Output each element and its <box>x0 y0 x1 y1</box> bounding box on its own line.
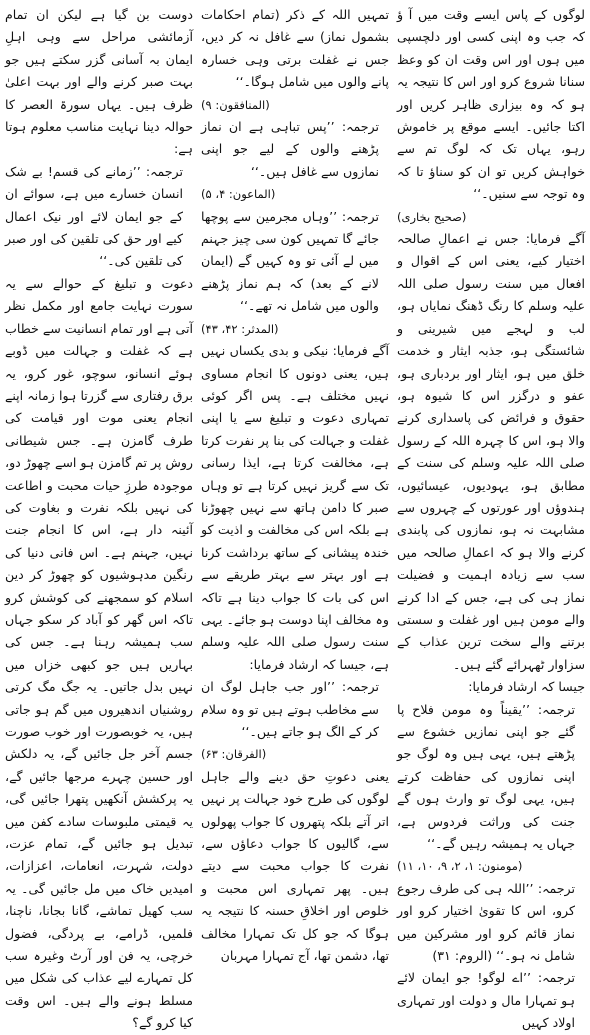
paragraph: یعنی دعوتِ حق دینے والے جاہل لوگوں کی طرح خود جہالت پر نہیں اتر آتے بلکہ پتھروں کا جواب پھولوں سے، گالیوں کا جواب دعاؤں سے، نفرت کا جواب محبت سے دیتے ہیں۔ پھر تمہاری اس محبت و خلوص اور اخلاقِ حسنہ کا نتیجہ یہ ہوگا کہ جو کل تک تمہارا مخالف تھا، دشمن تھا، آج تمہارا مہربان <box>201 768 389 964</box>
quote: ترجمہ: ’’اے لوگو! جو ایمان لائے ہو تمہارا مال و دولت اور تمہاری اولاد کہیں <box>397 970 575 1031</box>
quote: ترجمہ: ’’وہاں مجرمین سے پوچھا جائے گا تمہیں کون سی چیز جہنم میں لے آئی تو وہ کہیں گے (ایمان لانے کے بعد) کہ ہم نماز پڑھنے والوں میں شامل نہ تھے۔‘‘ <box>201 208 379 314</box>
reference: (الماعون: ۴، ۵) <box>201 187 276 202</box>
paragraph: دوست بن گیا ہے لیکن ان تمام آزمائشی مراحل سے وہی اہلِ ایمان بہ آسانی گزر سکتے ہیں جو بہت صبر کرنے والے اور بہت اعلیٰ ظرف ہیں۔ یہاں سورۃ العصر کا حوالہ دینا نہایت مناسب معلوم ہوتا ہے: <box>5 7 193 157</box>
quote: ترجمہ: ’’اللہ ہی کی طرف رجوع کرو، اس کا تقویٰ اختیار کرو اور نماز قائم کرو اور مشرکین میں شامل نہ ہو۔‘‘ (الروم: ۳۱) <box>397 880 575 964</box>
reference: (مومنون: ۱، ۲، ۹، ۱۰، ۱۱) <box>397 859 523 874</box>
quote: ترجمہ: ’’یقیناً وہ مومن فلاح پا گئے جو اپنی نمازیں خشوع سے پڑھتے ہیں، یہی ہیں وہ لوگ جو اپنی نمازوں کی حفاظت کرتے ہیں، یہی لوگ تو وارث ہوں گے جنت کی وراثت فردوس ہے، جہاں یہ ہمیشہ رہیں گے۔‘‘ <box>397 701 575 852</box>
reference: (الفرقان: ۶۳) <box>201 747 267 762</box>
reference: (المنافقون: ۹) <box>201 97 270 112</box>
quote: ترجمہ: ’’اور جب جاہل لوگ ان سے مخاطب ہوتے ہیں تو وہ سلام کر کے الگ ہو جاتے ہیں۔‘‘ <box>201 679 379 739</box>
paragraph: لوگوں کے پاس ایسے وقت میں آ ؤ کہ جب وہ اپنی کسی اور دلچسپی میں ہوں اور اس وقت ان کو وعظ سنانا شروع کرو اور اس کا نتیجہ یہ ہو کہ وہ بیزاری ظاہر کریں اور اکتا جائیں۔ ایسے موقع پر خاموش رہو، یہاں تک کہ لوگ تم سے خواہش کریں تو ان کو سناؤ تا کہ وہ توجہ سے سنیں۔‘‘ <box>397 7 585 202</box>
reference: (صحیح بخاری) <box>397 209 467 224</box>
column-right <box>397 4 585 1031</box>
reference: (المدثر: ۴۲، ۴۳) <box>201 321 279 336</box>
paragraph: آگے فرمایا: نیکی و بدی یکساں نہیں ہیں، یعنی دونوں کا انجام مساوی نہیں مختلف ہے۔ پس اگر کوئی تمہاری دعوت و تبلیغ سے یا اپنی غفلت و جہالت کی بنا پر نفرت کرتا ہے، مخالفت کرتا ہے، ایذا رسانی تک سے گریز نہیں کرتا ہے تو وہاں صبر کا دامن ہاتھ سے نہیں چھوڑنا ہے بلکہ اس کی مخالفت و اذیت کو خندہ پیشانی کے ساتھ برداشت کرنا ہے اور بہتر سے بہتر طریقے سے اس کی بات کا جواب دینا ہے تاکہ وہ مخالف اپنا دوست ہو جائے۔ یہی سنت رسول صلی اللہ علیہ وسلم ہے، جیسا کہ ارشاد فرمایا: <box>201 343 389 672</box>
quote: ترجمہ: ’’پس تباہی ہے ان نماز پڑھنے والوں کے لیے جو اپنی نمازوں سے غافل ہیں۔‘‘ <box>201 119 379 179</box>
paragraph: جیسا کہ ارشاد فرمایا: <box>468 679 585 695</box>
paragraph: تمہیں اللہ کے ذکر (تمام احکامات بشمول نماز) سے غافل نہ کر دیں، جس نے غفلت برتی وہی خسارہ پانے والوں میں شامل ہوگا۔‘‘ <box>201 7 389 90</box>
column-left <box>5 4 193 1031</box>
column-middle <box>201 4 389 964</box>
paragraph: آگے فرمایا: جس نے اعمالِ صالحہ اختیار کیے، یعنی اس کے اقوال و افعال میں سنت رسول صلی اللہ علیہ وسلم کا رنگ ڈھنگ نمایاں ہو، لب و لہجے میں شیرینی و شائستگی ہو، جذبہ ایثار و خدمت خلق میں ہو، ایثار اور بردباری ہو، عفو و درگزر اس کا شیوہ ہو، حقوق و فرائض کی پاسداری کرنے والا ہو، اس کا چہرہ اللہ کے رسول صلی اللہ علیہ وسلم کی سنت کے مطابق ہو، یہودیوں، عیسائیوں، ہندوؤں اور عورتوں کے چہروں سے مشابہت نہ ہو، نمازوں کی پابندی کرنے والا ہو کہ اعمالِ صالحہ میں سب سے زیادہ اہمیت و فضیلت نماز ہی کی ہے، جس کے ادا کرنے والے مومن ہیں اور غفلت و سستی برتنے والے سخت ترین عذاب کے سزاوار ٹھہرائے گئے ہیں۔ <box>397 231 585 672</box>
paragraph: دعوت و تبلیغ کے حوالے سے یہ سورت نہایت جامع اور مکمل نظر آتی ہے اور تمام انسانیت سے خطاب ہے کہ غفلت و جہالت میں ڈوبے ہوئے انسانو، سوچو، غور کرو، یہ برق رفتاری سے گزرتا ہوا زمانہ اپنے انجام یعنی موت اور قیامت کی طرف گامزن ہے۔ جس شیطانی روش پر تم گامزن ہو اسے چھوڑ دو، موجودہ طرزِ حیات محبت و اطاعت کی نہیں بلکہ نفرت و بغاوت کی آئینہ دار ہے، اس کا انجام جنت نہیں، جہنم ہے۔ اس فانی دنیا کی رنگین مدہوشیوں کو چھوڑ کر دین اسلام کو سمجھنے کی کوشش کرو تاکہ اس گھر کو آباد کر سکو جہاں سب ہمیشہ رہنا ہے۔ جس کی بہاریں ہیں جو کبھی خزاں میں نہیں بدل جاتیں۔ یہ جگ مگ کرتی روشنیاں اندھیروں میں گم ہو جاتی ہیں، یہ خوبصورت اور خوب صورت جسم آخر جل جائیں گے، یہ دلکش اور حسین چہرے مرجھا جائیں گے، یہ پرکشش آنکھیں پتھرا جائیں گی، یہ قیمتی ملبوسات سادے کفن میں تبدیل ہو جائیں گے، تمام عزت، دولت، شہرت، انعامات، اعزازات، امیدیں خاک میں مل جائیں گی۔ یہ سب کھیل تماشے، گانا بجانا، ناچنا، فلمیں، ڈرامے، بے پردگی، فضول خرچی، یہ فن اور آرٹ وغیرہ سب کل تمہارے لیے عذاب کی شکل میں مسلط ہونے والے ہیں۔ اس وقت کیا کرو گے؟ <box>5 275 193 1031</box>
quote: ترجمہ: ’’زمانے کی قسم! بے شک انسان خسارے میں ہے، سوائے ان کے جو ایمان لائے اور نیک اعمال کیے اور حق کی تلقین کی اور صبر کی تلقین کی۔‘‘ <box>5 163 183 269</box>
